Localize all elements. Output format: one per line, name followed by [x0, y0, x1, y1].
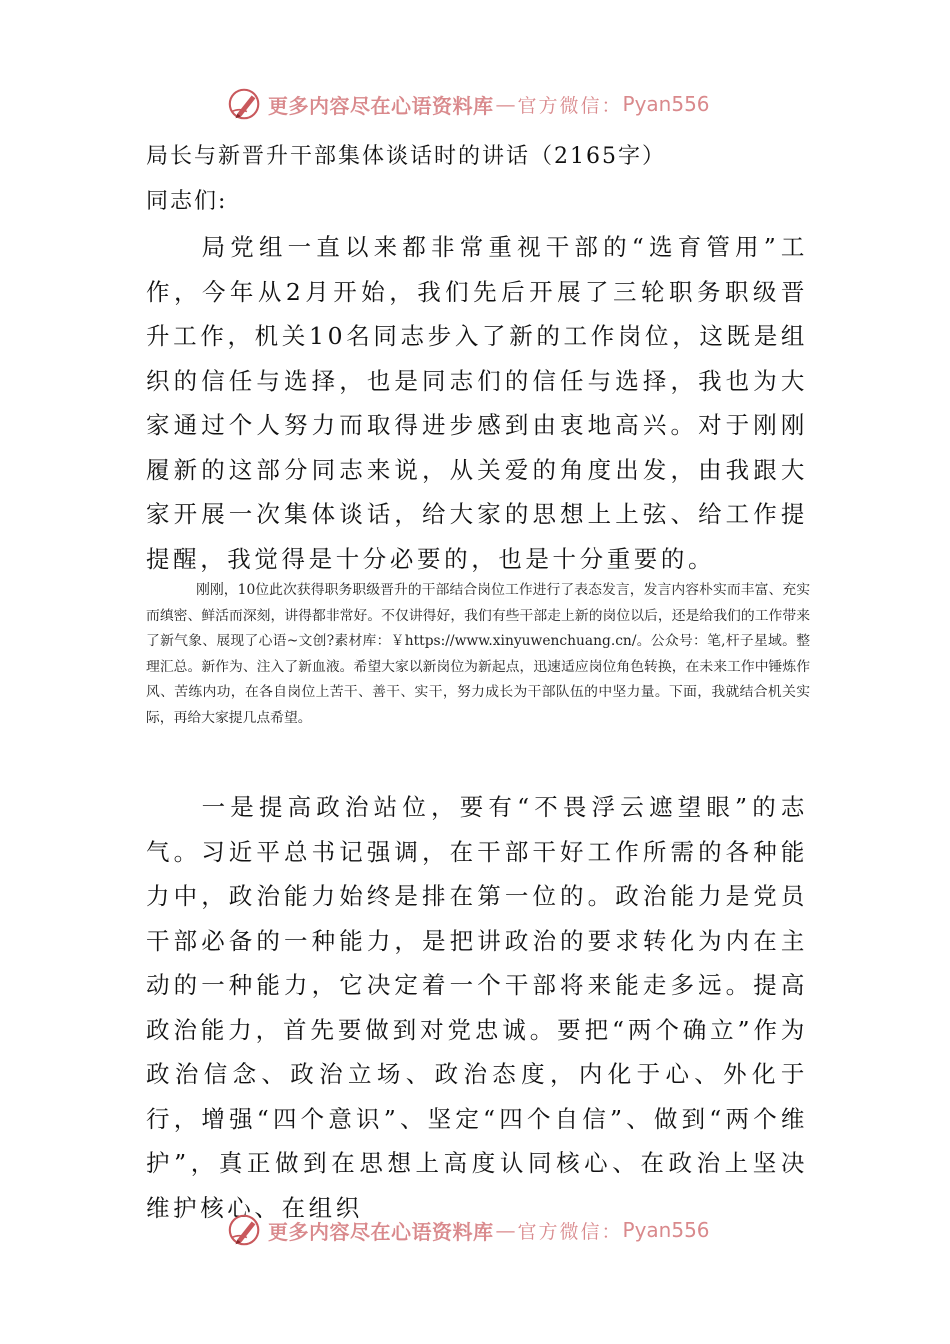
banner-official-label: 官方微信：: [517, 1220, 623, 1243]
banner-wechat-id: Pyan556: [622, 1218, 710, 1242]
footer-watermark-banner: [226, 1210, 710, 1250]
pen-logo-icon: [226, 1211, 264, 1249]
banner-dash: —: [495, 1218, 516, 1242]
banner-official-label: 官方微信：: [517, 94, 623, 117]
paragraph-2-text: 刚刚，10位此次获得职务职级晋升的干部结合岗位工作进行了表态发言，发言内容朴实而丰富、充实而缜密、鲜活而深刻，讲得都非常好。不仅讲得好，我们有些干部走上新的岗位以后，还是给我们的工作带来了新气象、展现了心语~文创?素材库：￥https://www.xinyuwenchuang.cn/。公众号：笔,杆子星域。整理汇总。新作为、注入了新血液。希望大家以新岗位为新起点，迅速适应岗位角色转换，在未来工作中锤炼作风、苦练内功，在各自岗位上苦干、善干、实干，努力成长为干部队伍的中坚力量。下面，我就结合机关实际，再给大家提几点希望。: [146, 582, 810, 726]
banner-text: 更多内容尽在心语资料库: [268, 1219, 494, 1244]
banner-text: 更多内容尽在心语资料库: [268, 93, 494, 118]
paragraph-3-text: 一是提高政治站位，要有“不畏浮云遮望眼”的志气。习近平总书记强调，在干部干好工作所需的各种能力中，政治能力始终是排在第一位的。政治能力是党员干部必备的一种能力，是把讲政治的要求转化为内在主动的一种能力，它决定着一个干部将来能走多远。提高政治能力，首先要做到对党忠诚。要把“两个确立”作为政治信念、政治立场、政治态度，内化于心、外化于行，增强“四个意识”、坚定“四个自信”、做到“两个维护”，真正做到在思想上高度认同核心、在政治上坚决维护核心、在组织: [146, 793, 808, 1222]
banner-dash: —: [495, 92, 516, 116]
paragraph-1-text: 局党组一直以来都非常重视干部的“选育管用”工作，今年从2月开始，我们先后开展了三轮职务职级晋升工作，机关10名同志步入了新的工作岗位，这既是组织的信任与选择，也是同志们的信任与选择，我也为大家通过个人努力而取得进步感到由衷地高兴。对于刚刚履新的这部分同志来说，从关爱的角度出发，由我跟大家开展一次集体谈话，给大家的思想上上弦、给工作提提醒，我觉得是十分必要的，也是十分重要的。: [146, 233, 808, 573]
body-paragraph-2: [146, 578, 810, 732]
body-paragraph-3: [146, 785, 808, 1230]
banner-wechat-id: Pyan556: [622, 92, 710, 116]
body-paragraph-1: [146, 225, 808, 581]
salutation: 同志们:: [146, 189, 228, 214]
pen-logo-icon: [226, 85, 264, 123]
document-title: 局长与新晋升干部集体谈话时的讲话（2165字）: [146, 144, 666, 169]
header-watermark-banner: [226, 84, 710, 124]
